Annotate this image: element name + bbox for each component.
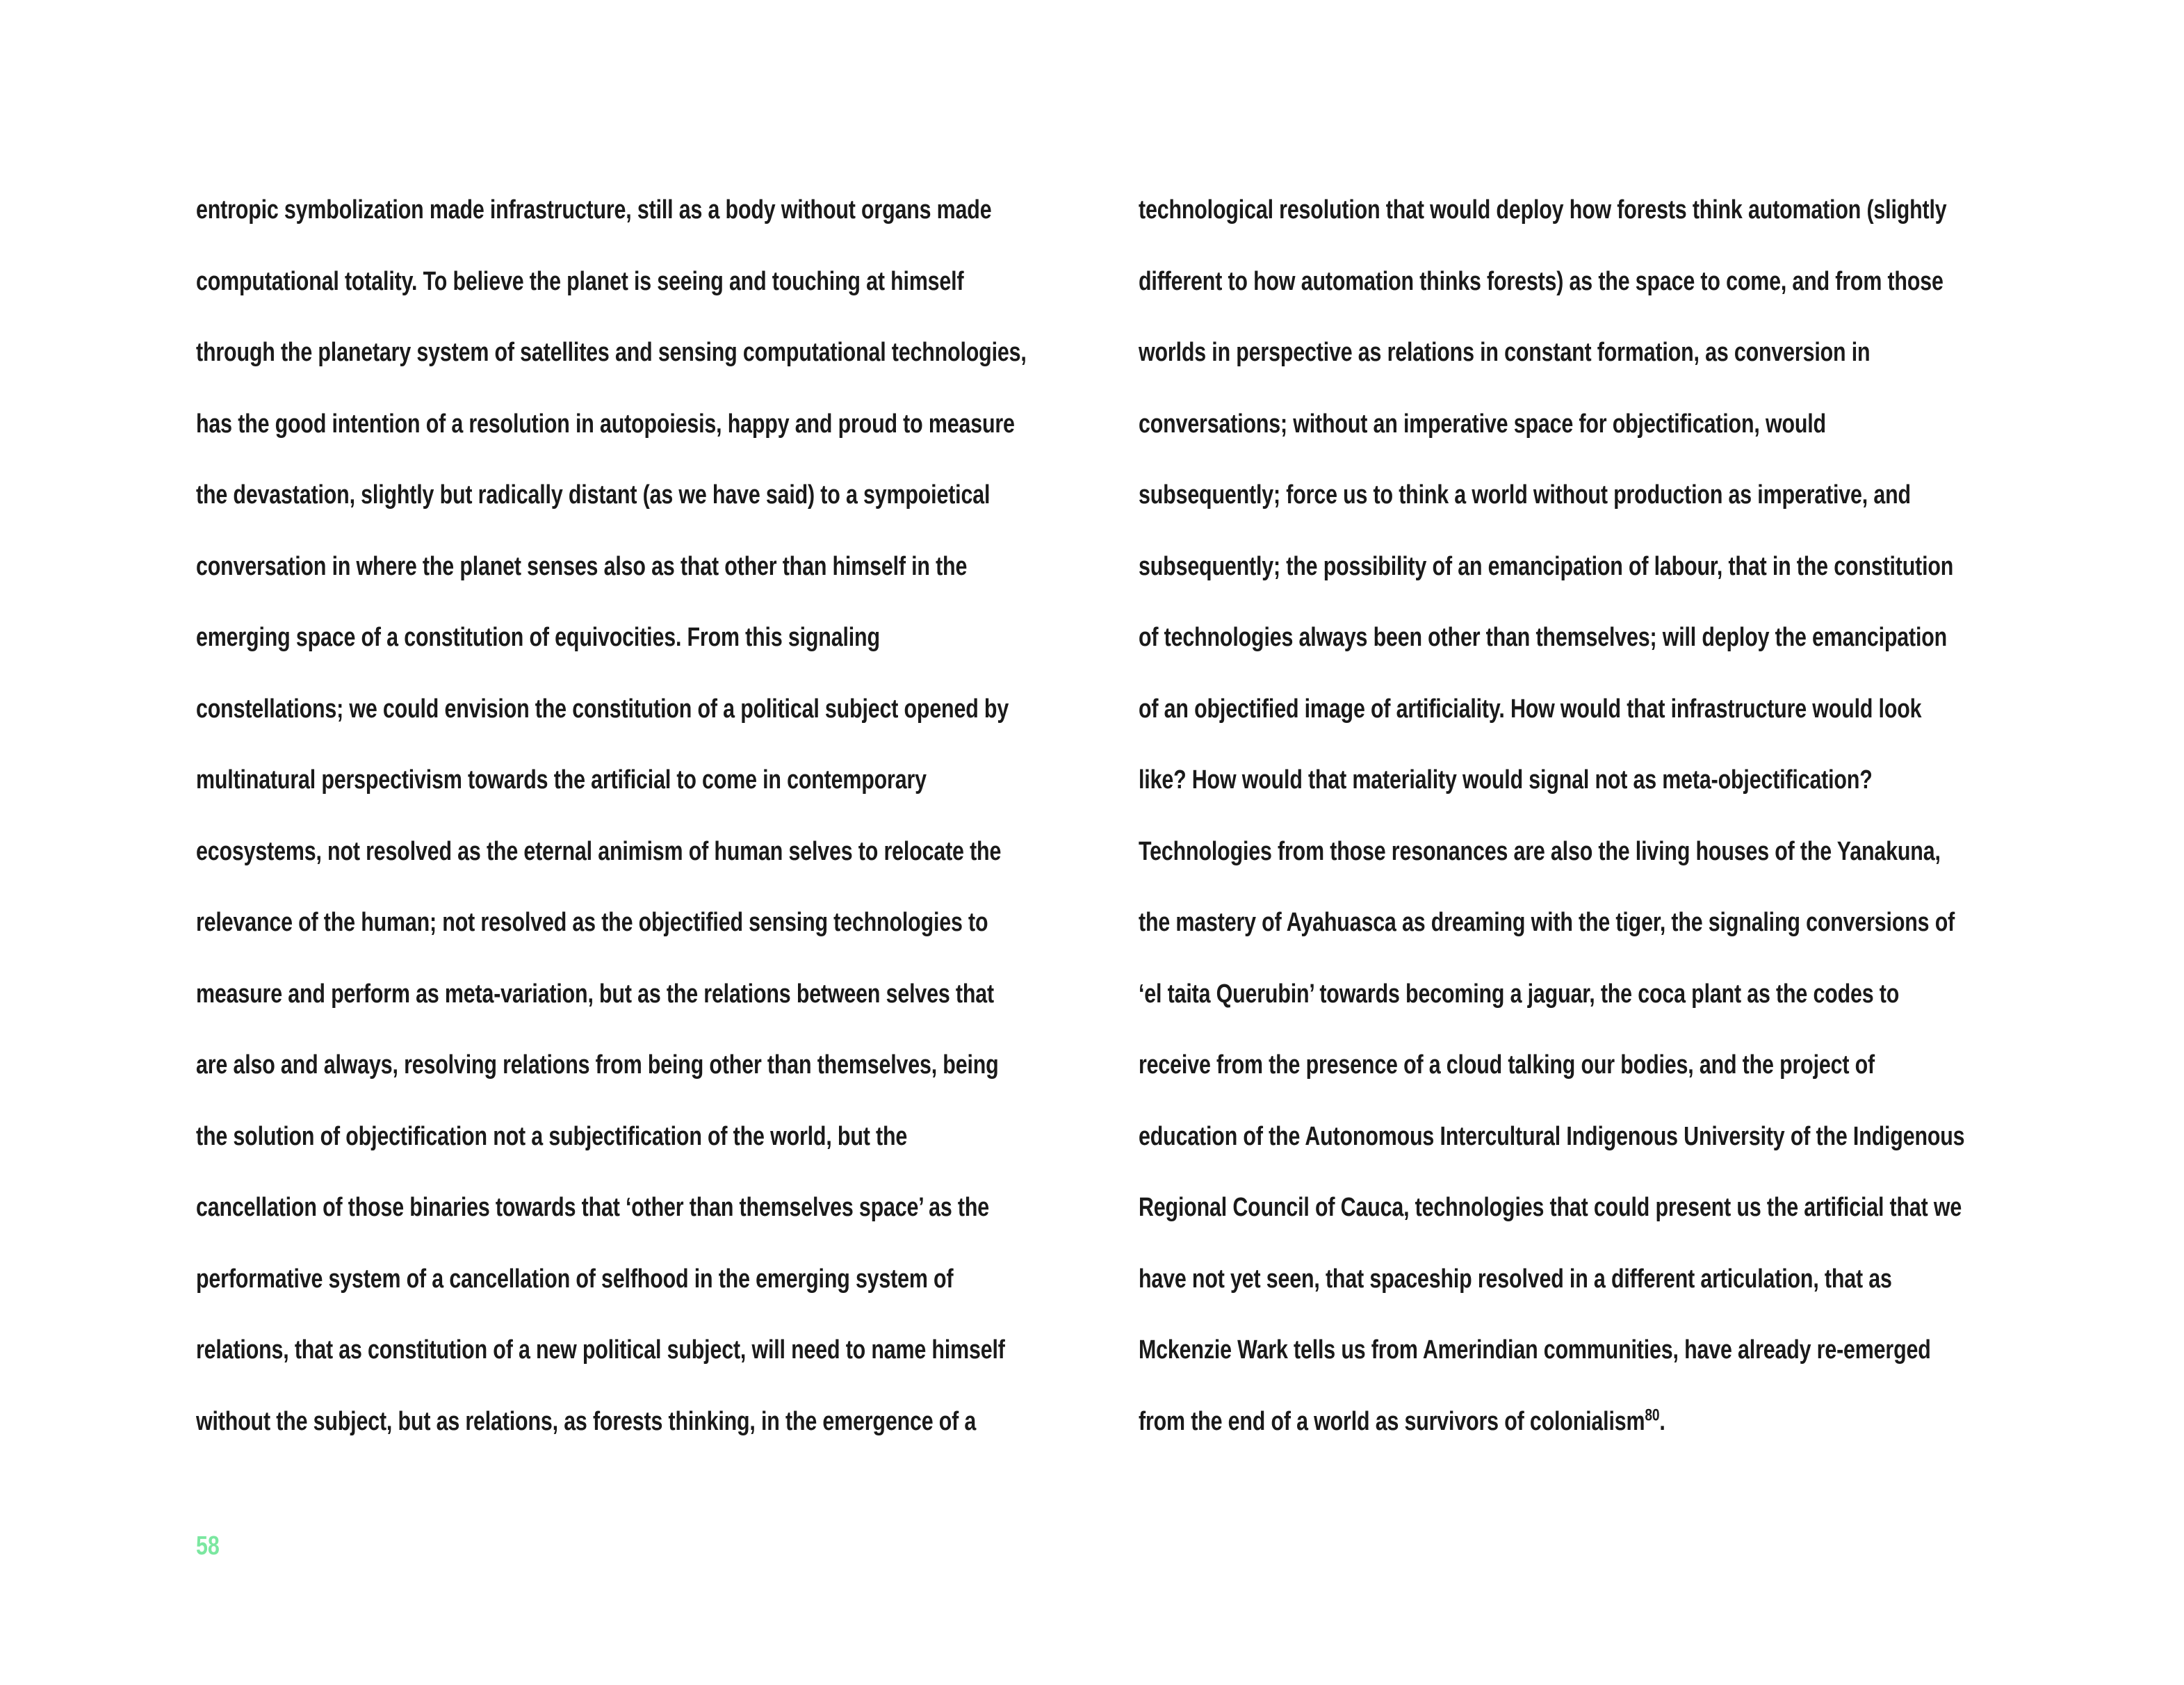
text-line: subsequently; the possibility of an emancipation of labour, that in the constitution bbox=[1139, 551, 1954, 581]
text-line: cancellation of those binaries towards that ‘other than themselves space’ as the bbox=[196, 1193, 990, 1222]
text-line: performative system of a cancellation of selfhood in the emerging system of bbox=[196, 1264, 954, 1294]
text-line: multinatural perspectivism towards the artificial to come in contemporary bbox=[196, 765, 927, 795]
text-line: are also and always, resolving relations from being other than themselves, being bbox=[196, 1050, 999, 1080]
text-line: worlds in perspective as relations in constant formation, as conversion in bbox=[1139, 338, 1871, 367]
text-line: entropic symbolization made infrastructure, still as a body without organs made bbox=[196, 195, 992, 225]
text-line: of technologies always been other than themselves; will deploy the emancipation bbox=[1139, 623, 1948, 652]
text-line-last-body: from the end of a world as survivors of colonialism bbox=[1139, 1406, 1645, 1436]
text-line: ecosystems, not resolved as the eternal animism of human selves to relocate the bbox=[196, 836, 1002, 866]
text-line: emerging space of a constitution of equivocities. From this signaling bbox=[196, 623, 880, 652]
left-text-column bbox=[196, 189, 1079, 1472]
page-number: 58 bbox=[196, 1531, 220, 1561]
text-line: constellations; we could envision the constitution of a political subject opened by bbox=[196, 694, 1009, 724]
text-line: technological resolution that would deploy how forests think automation (slightly bbox=[1139, 195, 1947, 225]
text-line: subsequently; force us to think a world without production as imperative, and bbox=[1139, 480, 1911, 510]
text-line: through the planetary system of satellites and sensing computational technologies, bbox=[196, 338, 1027, 367]
text-line: conversations; without an imperative space for objectification, would bbox=[1139, 409, 1826, 439]
text-line: the mastery of Ayahuasca as dreaming with the tiger, the signaling conversions of bbox=[1139, 908, 1955, 937]
text-line: Mckenzie Wark tells us from Amerindian communities, have already re-emerged bbox=[1139, 1335, 1931, 1365]
text-line: relations, that as constitution of a new political subject, will need to name himself bbox=[196, 1335, 1005, 1365]
text-line: Regional Council of Cauca, technologies that could present us the artificial that we bbox=[1139, 1193, 1962, 1222]
text-line: ‘el taita Querubin’ towards becoming a jaguar, the coca plant as the codes to bbox=[1139, 979, 1900, 1009]
right-text-column bbox=[1139, 189, 2021, 1472]
text-line: computational totality. To believe the planet is seeing and touching at himself bbox=[196, 266, 964, 296]
text-line: conversation in where the planet senses also as that other than himself in the bbox=[196, 551, 968, 581]
text-line: like? How would that materiality would signal not as meta-objectification? bbox=[1139, 765, 1873, 795]
text-line: measure and perform as meta-variation, but as the relations between selves that bbox=[196, 979, 995, 1009]
text-line: receive from the presence of a cloud talking our bodies, and the project of bbox=[1139, 1050, 1875, 1080]
text-line-last bbox=[1139, 1401, 1845, 1472]
text-line: the devastation, slightly but radically distant (as we have said) to a sympoietical bbox=[196, 480, 991, 510]
text-line-last-end: . bbox=[1659, 1406, 1665, 1436]
text-line: the solution of objectification not a subjectification of the world, but the bbox=[196, 1121, 908, 1151]
text-line: education of the Autonomous Intercultural Indigenous University of the Indigenous bbox=[1139, 1121, 1965, 1151]
text-line: have not yet seen, that spaceship resolved in a different articulation, that as bbox=[1139, 1264, 1892, 1294]
footnote-reference[interactable]: 80 bbox=[1645, 1405, 1660, 1424]
text-line: Technologies from those resonances are also the living houses of the Yanakuna, bbox=[1139, 836, 1941, 866]
text-line: different to how automation thinks forests) as the space to come, and from those bbox=[1139, 266, 1943, 296]
text-line: has the good intention of a resolution in autopoiesis, happy and proud to measure bbox=[196, 409, 1015, 439]
text-line: relevance of the human; not resolved as the objectified sensing technologies to bbox=[196, 908, 988, 937]
text-line: of an objectified image of artificiality. How would that infrastructure would look bbox=[1139, 694, 1922, 724]
text-line: without the subject, but as relations, as forests thinking, in the emergence of a bbox=[196, 1406, 977, 1436]
